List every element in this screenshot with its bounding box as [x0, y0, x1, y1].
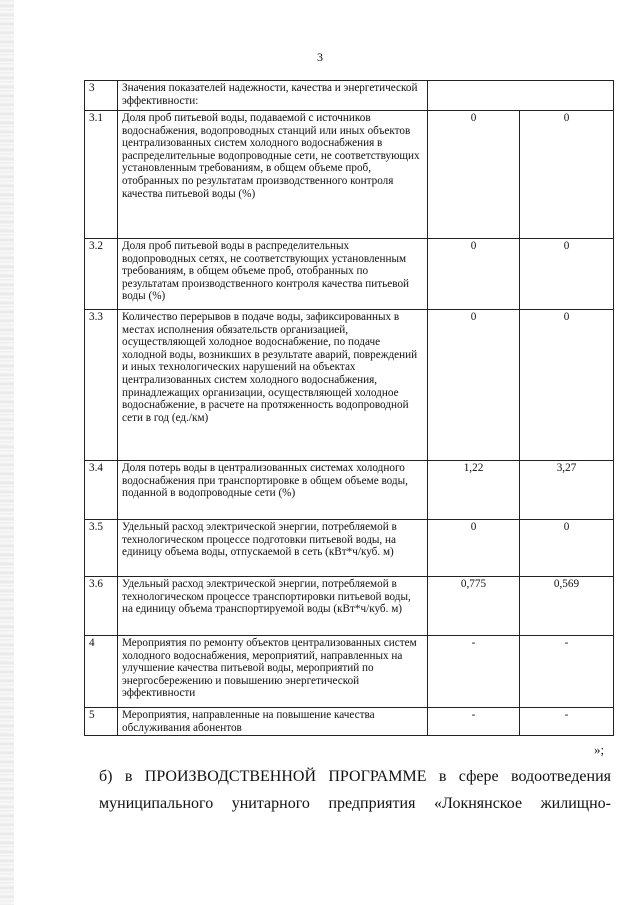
row-text: Доля проб питьевой воды в распределительных водопроводных сетях, не соответствующих установленным требованиям, в общем объеме проб, отобранных по результатам производственного контроля качества питьевой воды (%): [118, 239, 428, 310]
row-text: Доля проб питьевой воды, подаваемой с источников водоснабжения, водопроводных станций или иных объектов централизованных систем холодного водоснабжения в распределительные водопроводные сети, не соответствующих установленным требованиям, в общем объеме проб, отобранных по результатам производственного контроля качества питьевой воды (%): [118, 111, 428, 239]
row-value-1: 1,22: [428, 461, 520, 520]
table-row-3-3: [85, 310, 614, 461]
row-number: 3.4: [85, 461, 118, 520]
row-number: 5: [85, 708, 118, 736]
row-number: 3.5: [85, 520, 118, 577]
row-value-2: 0: [520, 239, 614, 310]
row-value-2: 0: [520, 520, 614, 577]
row-value-1: 0: [428, 111, 520, 239]
row-value-2: 0,569: [520, 577, 614, 636]
row-text: Значения показателей надежности, качества и энергетической эффективности:: [118, 81, 428, 111]
row-number: 4: [85, 636, 118, 708]
row-text: Удельный расход электрической энергии, потребляемой в технологическом процессе транспортировки питьевой воды, на единицу объема транспортируемой воды (кВт*ч/куб. м): [118, 577, 428, 636]
row-value-1: 0: [428, 520, 520, 577]
row-number: 3.6: [85, 577, 118, 636]
row-text: Доля потерь воды в централизованных системах холодного водоснабжения при транспортировке в общем объеме воды, поданной в водопроводные сети (%): [118, 461, 428, 520]
table-row-5: [85, 708, 614, 736]
row-number: 3.2: [85, 239, 118, 310]
table-row-3-1: [85, 111, 614, 239]
scan-edge: [0, 0, 14, 905]
row-value-2: 3,27: [520, 461, 614, 520]
row-number: 3: [85, 81, 118, 111]
table-row-4: [85, 636, 614, 708]
row-text: Мероприятия, направленные на повышение качества обслуживания абонентов: [118, 708, 428, 736]
table-row-3-6: [85, 577, 614, 636]
row-value-2: 0: [520, 310, 614, 461]
table-row-3-4: [85, 461, 614, 520]
table-row-3: [85, 81, 614, 111]
row-value-2: 0: [520, 111, 614, 239]
page-number: 3: [317, 50, 323, 64]
closing-quote: »;: [594, 742, 605, 757]
row-value-2: -: [520, 708, 614, 736]
indicators-table: [84, 80, 614, 736]
row-text: Мероприятия по ремонту объектов централизованных систем холодного водоснабжения, мероприятий, направленных на улучшение качества питьевой воды, мероприятий по энергосбережению и повышению энергетической эффективности: [118, 636, 428, 708]
row-text: Количество перерывов в подаче воды, зафиксированных в местах исполнения обязательств организацией, осуществляющей холодное водоснабжение, по подаче холодной воды, возникших в результате аварий, повреждений и иных технологических нарушений на объектах централизованных систем холодного водоснабжения, принадлежащих организации, осуществляющей холодное водоснабжение, в расчете на протяженность водопроводной сети в год (ед./км): [118, 310, 428, 461]
paragraph-line-2: муниципального унитарного предприятия «Локнянское жилищно-: [99, 795, 611, 812]
paragraph-line-1: б) в ПРОИЗВОДСТВЕННОЙ ПРОГРАММЕ в сфере водоотведения: [99, 768, 611, 785]
table-row-3-2: [85, 239, 614, 310]
row-value-1: -: [428, 708, 520, 736]
row-value-1: 0: [428, 310, 520, 461]
table-row-3-5: [85, 520, 614, 577]
row-value-1: 0,775: [428, 577, 520, 636]
row-empty-merged: [428, 81, 614, 111]
row-number: 3.3: [85, 310, 118, 461]
row-value-1: -: [428, 636, 520, 708]
row-text: Удельный расход электрической энергии, потребляемой в технологическом процессе подготовки питьевой воды, на единицу объема воды, отпускаемой в сеть (кВт*ч/куб. м): [118, 520, 428, 577]
row-value-2: -: [520, 636, 614, 708]
row-number: 3.1: [85, 111, 118, 239]
row-value-1: 0: [428, 239, 520, 310]
